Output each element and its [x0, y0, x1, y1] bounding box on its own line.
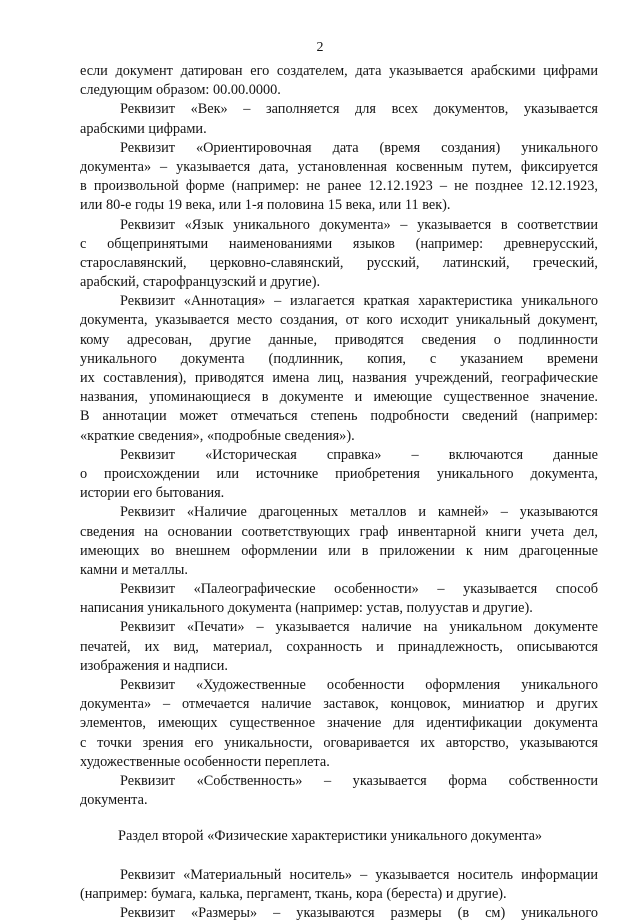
text-line: Реквизит «Историческая справка» – включаются данные	[80, 446, 598, 465]
text-line: документа, указывается место создания, от кого исходит уникальный документ,	[80, 311, 598, 330]
text-line: (например: бумага, калька, пергамент, ткань, кора (береста) и другие).	[80, 885, 598, 904]
text-line: Реквизит «Собственность» – указывается форма собственности	[80, 772, 598, 791]
text-line: Реквизит «Размеры» – указываются размеры (в см) уникального	[80, 904, 598, 923]
text-line: Реквизит «Художественные особенности оформления уникального	[80, 676, 598, 695]
text-line: В аннотации может отмечаться степень подробности сведений (например:	[80, 407, 598, 426]
text-line: изображения и надписи.	[80, 657, 598, 676]
text-line: художественные особенности переплета.	[80, 753, 598, 772]
text-line: арабскими цифрами.	[80, 120, 598, 139]
text-line: о происхождении или источнике приобретения уникального документа,	[80, 465, 598, 484]
section-two-body	[80, 866, 598, 923]
text-line: документа» – указывается дата, установленная косвенным путем, фиксируется	[80, 158, 598, 177]
text-line: документа» – отмечается наличие заставок, концовок, миниатюр и других	[80, 695, 598, 714]
text-line: следующим образом: 00.00.0000.	[80, 81, 598, 100]
section-heading: Раздел второй «Физические характеристики уникального документа»	[80, 827, 598, 846]
spacer	[80, 810, 598, 827]
text-line: Реквизит «Печати» – указывается наличие на уникальном документе	[80, 618, 598, 637]
text-line: их составления), приводятся имена лиц, названия учреждений, географические	[80, 369, 598, 388]
text-line: если документ датирован его создателем, дата указывается арабскими цифрами	[80, 62, 598, 81]
text-line: камни и металлы.	[80, 561, 598, 580]
text-line: Реквизит «Наличие драгоценных металлов и камней» – указываются	[80, 503, 598, 522]
text-line: сведения на основании соответствующих граф инвентарной книги учета дел,	[80, 523, 598, 542]
text-line: Реквизит «Материальный носитель» – указывается носитель информации	[80, 866, 598, 885]
text-line: документа.	[80, 791, 598, 810]
text-line: Реквизит «Язык уникального документа» – указывается в соответствии	[80, 216, 598, 235]
text-line: имеющих во внешнем оформлении или в приложении к ним драгоценные	[80, 542, 598, 561]
text-line: Реквизит «Век» – заполняется для всех документов, указывается	[80, 100, 598, 119]
document-body	[80, 62, 598, 923]
spacer	[80, 847, 598, 866]
section-one-continuation	[80, 62, 598, 810]
text-line: «краткие сведения», «подробные сведения»).	[80, 427, 598, 446]
text-line: с общепринятыми наименованиями языков (например: древнерусский,	[80, 235, 598, 254]
text-line: истории его бытования.	[80, 484, 598, 503]
text-line: Реквизит «Аннотация» – излагается краткая характеристика уникального	[80, 292, 598, 311]
text-line: Реквизит «Палеографические особенности» – указывается способ	[80, 580, 598, 599]
text-line: старославянский, церковно-славянский, русский, латинский, греческий,	[80, 254, 598, 273]
text-line: уникального документа (подлинник, копия, с указанием времени	[80, 350, 598, 369]
text-line: Реквизит «Ориентировочная дата (время создания) уникального	[80, 139, 598, 158]
text-line: или 80-е годы 19 века, или 1-я половина 15 века, или 11 век).	[80, 196, 598, 215]
text-line: элементов, имеющих существенное значение для идентификации документа	[80, 714, 598, 733]
text-line: кому адресован, другие данные, приводятся сведения о подлинности	[80, 331, 598, 350]
text-line: написания уникального документа (например: устав, полуустав и другие).	[80, 599, 598, 618]
text-line: названия, упоминающиеся в документе и имеющие существенное значение.	[80, 388, 598, 407]
text-line: арабский, старофранцузский и другие).	[80, 273, 598, 292]
page-number: 2	[0, 40, 640, 56]
text-line: в произвольной форме (например: не ранее 12.12.1923 – не позднее 12.12.1923,	[80, 177, 598, 196]
text-line: печатей, их вид, материал, сохранность и принадлежность, описываются	[80, 638, 598, 657]
text-line: с точки зрения его уникальности, оговаривается их авторство, указываются	[80, 734, 598, 753]
